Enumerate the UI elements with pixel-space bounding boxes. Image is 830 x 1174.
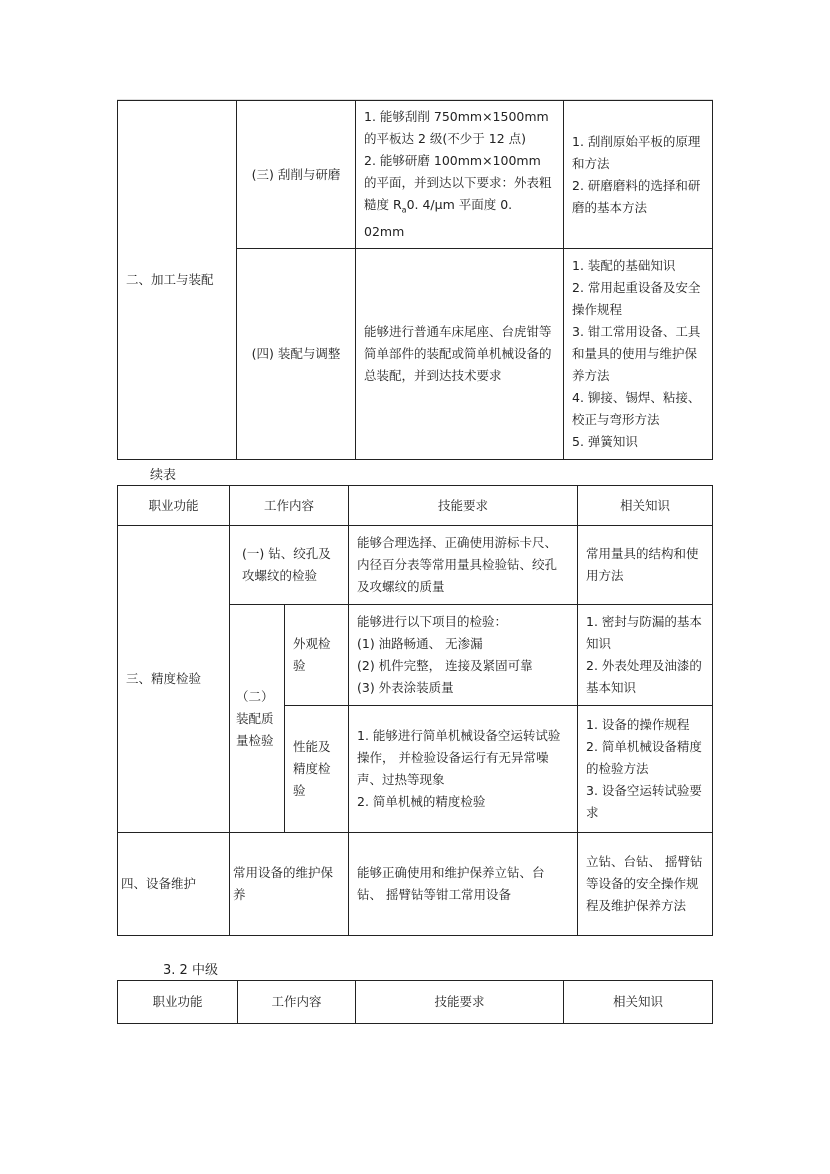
skill-item: 2. 能够研磨 100mm×100mm 的平面，并到达以下要求：外表粗糙度 $R_a0$. 4/μm 平面度 0. 02mm — [364, 152, 552, 240]
cell-skills — [355, 100, 564, 249]
skill-item: (1) 油路畅通、 无渗漏 — [357, 636, 483, 651]
knowledge-item: 2. 常用起重设备及安全操作规程 — [572, 280, 701, 317]
cell-knowledge — [563, 100, 713, 249]
header-cell: 工作内容 — [237, 980, 356, 1024]
cell-content: (一) 钻、绞孔及攻螺纹的检验 — [229, 525, 349, 605]
cell-knowledge — [577, 604, 713, 706]
cell-skills — [355, 248, 564, 460]
cell-group: （二）装配质量检验 — [229, 604, 285, 833]
knowledge-item: 1. 设备的操作规程 — [586, 717, 690, 732]
header-cell: 工作内容 — [229, 485, 349, 526]
header-cell: 相关知识 — [577, 485, 713, 526]
knowledge-item: 2. 研磨磨料的选择和研磨的基本方法 — [572, 177, 701, 215]
cell-knowledge: 常用量具的结构和使用方法 — [577, 525, 713, 605]
skill-item: (2) 机件完整， 连接及紧固可靠 — [357, 658, 533, 673]
skill-item: 1. 能够刮削 750mm×1500mm 的平板达 2 级(不少于 12 点) — [364, 108, 549, 146]
cell-skills: 能够合理选择、正确使用游标卡尺、内径百分表等常用量具检验钻、绞孔及攻螺纹的质量 — [348, 525, 578, 605]
knowledge-item: 2. 外表处理及油漆的基本知识 — [586, 658, 702, 695]
knowledge-item: 1. 密封与防漏的基本知识 — [586, 614, 702, 651]
continued-label: 续表 — [150, 468, 177, 483]
content-text: (四) 装配与调整 — [251, 346, 341, 361]
cell-skills — [348, 604, 578, 706]
cell-function: 四、设备维护 — [117, 832, 230, 936]
skill-item: 能够进行普通车床尾座、台虎钳等简单部件的装配或简单机械设备的总装配，并到达技术要求 — [364, 324, 552, 383]
knowledge-item: 5. 弹簧知识 — [572, 434, 638, 449]
header-cell: 职业功能 — [117, 485, 230, 526]
knowledge-item: 3. 设备空运转试验要求 — [586, 783, 702, 820]
knowledge-item: 1. 装配的基础知识 — [572, 258, 676, 273]
cell-content: 外观检验 — [284, 604, 349, 706]
knowledge-item: 2. 简单机械设备精度的检验方法 — [586, 739, 702, 776]
cell-function: 三、精度检验 — [117, 525, 230, 833]
skill-item: 2. 简单机械的精度检验 — [357, 794, 486, 809]
section-label: 3. 2 中级 — [163, 963, 218, 978]
skill-item: 1. 能够进行简单机械设备空运转试验操作， 并检验设备运行有无异常噪声、过热等现象 — [357, 728, 561, 787]
cell-skills — [348, 705, 578, 833]
function-text: 二、加工与装配 — [126, 272, 214, 287]
content-text: (三) 刮削与研磨 — [251, 166, 341, 182]
header-cell: 相关知识 — [563, 980, 713, 1024]
cell-knowledge: 立钻、台钻、 摇臂钻等设备的安全操作规程及维护保养方法 — [577, 832, 713, 936]
cell-knowledge — [563, 248, 713, 460]
header-cell: 技能要求 — [355, 980, 564, 1024]
knowledge-item: 1. 刮削原始平板的原理和方法 — [572, 133, 701, 171]
cell-content — [236, 100, 356, 249]
header-cell: 职业功能 — [117, 980, 238, 1024]
cell-content: 常用设备的维护保养 — [229, 832, 349, 936]
cell-knowledge — [577, 705, 713, 833]
cell-content: 性能及精度检验 — [284, 705, 349, 833]
skill-item: (3) 外表涂装质量 — [357, 680, 454, 695]
knowledge-item: 3. 钳工常用设备、工具和量具的使用与维护保养方法 — [572, 324, 701, 383]
cell-content — [236, 248, 356, 460]
knowledge-item: 4. 铆接、锡焊、粘接、校正与弯形方法 — [572, 390, 701, 427]
cell-function — [117, 100, 237, 460]
cell-skills: 能够正确使用和维护保养立钻、台钻、 摇臂钻等钳工常用设备 — [348, 832, 578, 936]
skill-item: 能够进行以下项目的检验： — [357, 614, 508, 629]
header-cell: 技能要求 — [348, 485, 578, 526]
